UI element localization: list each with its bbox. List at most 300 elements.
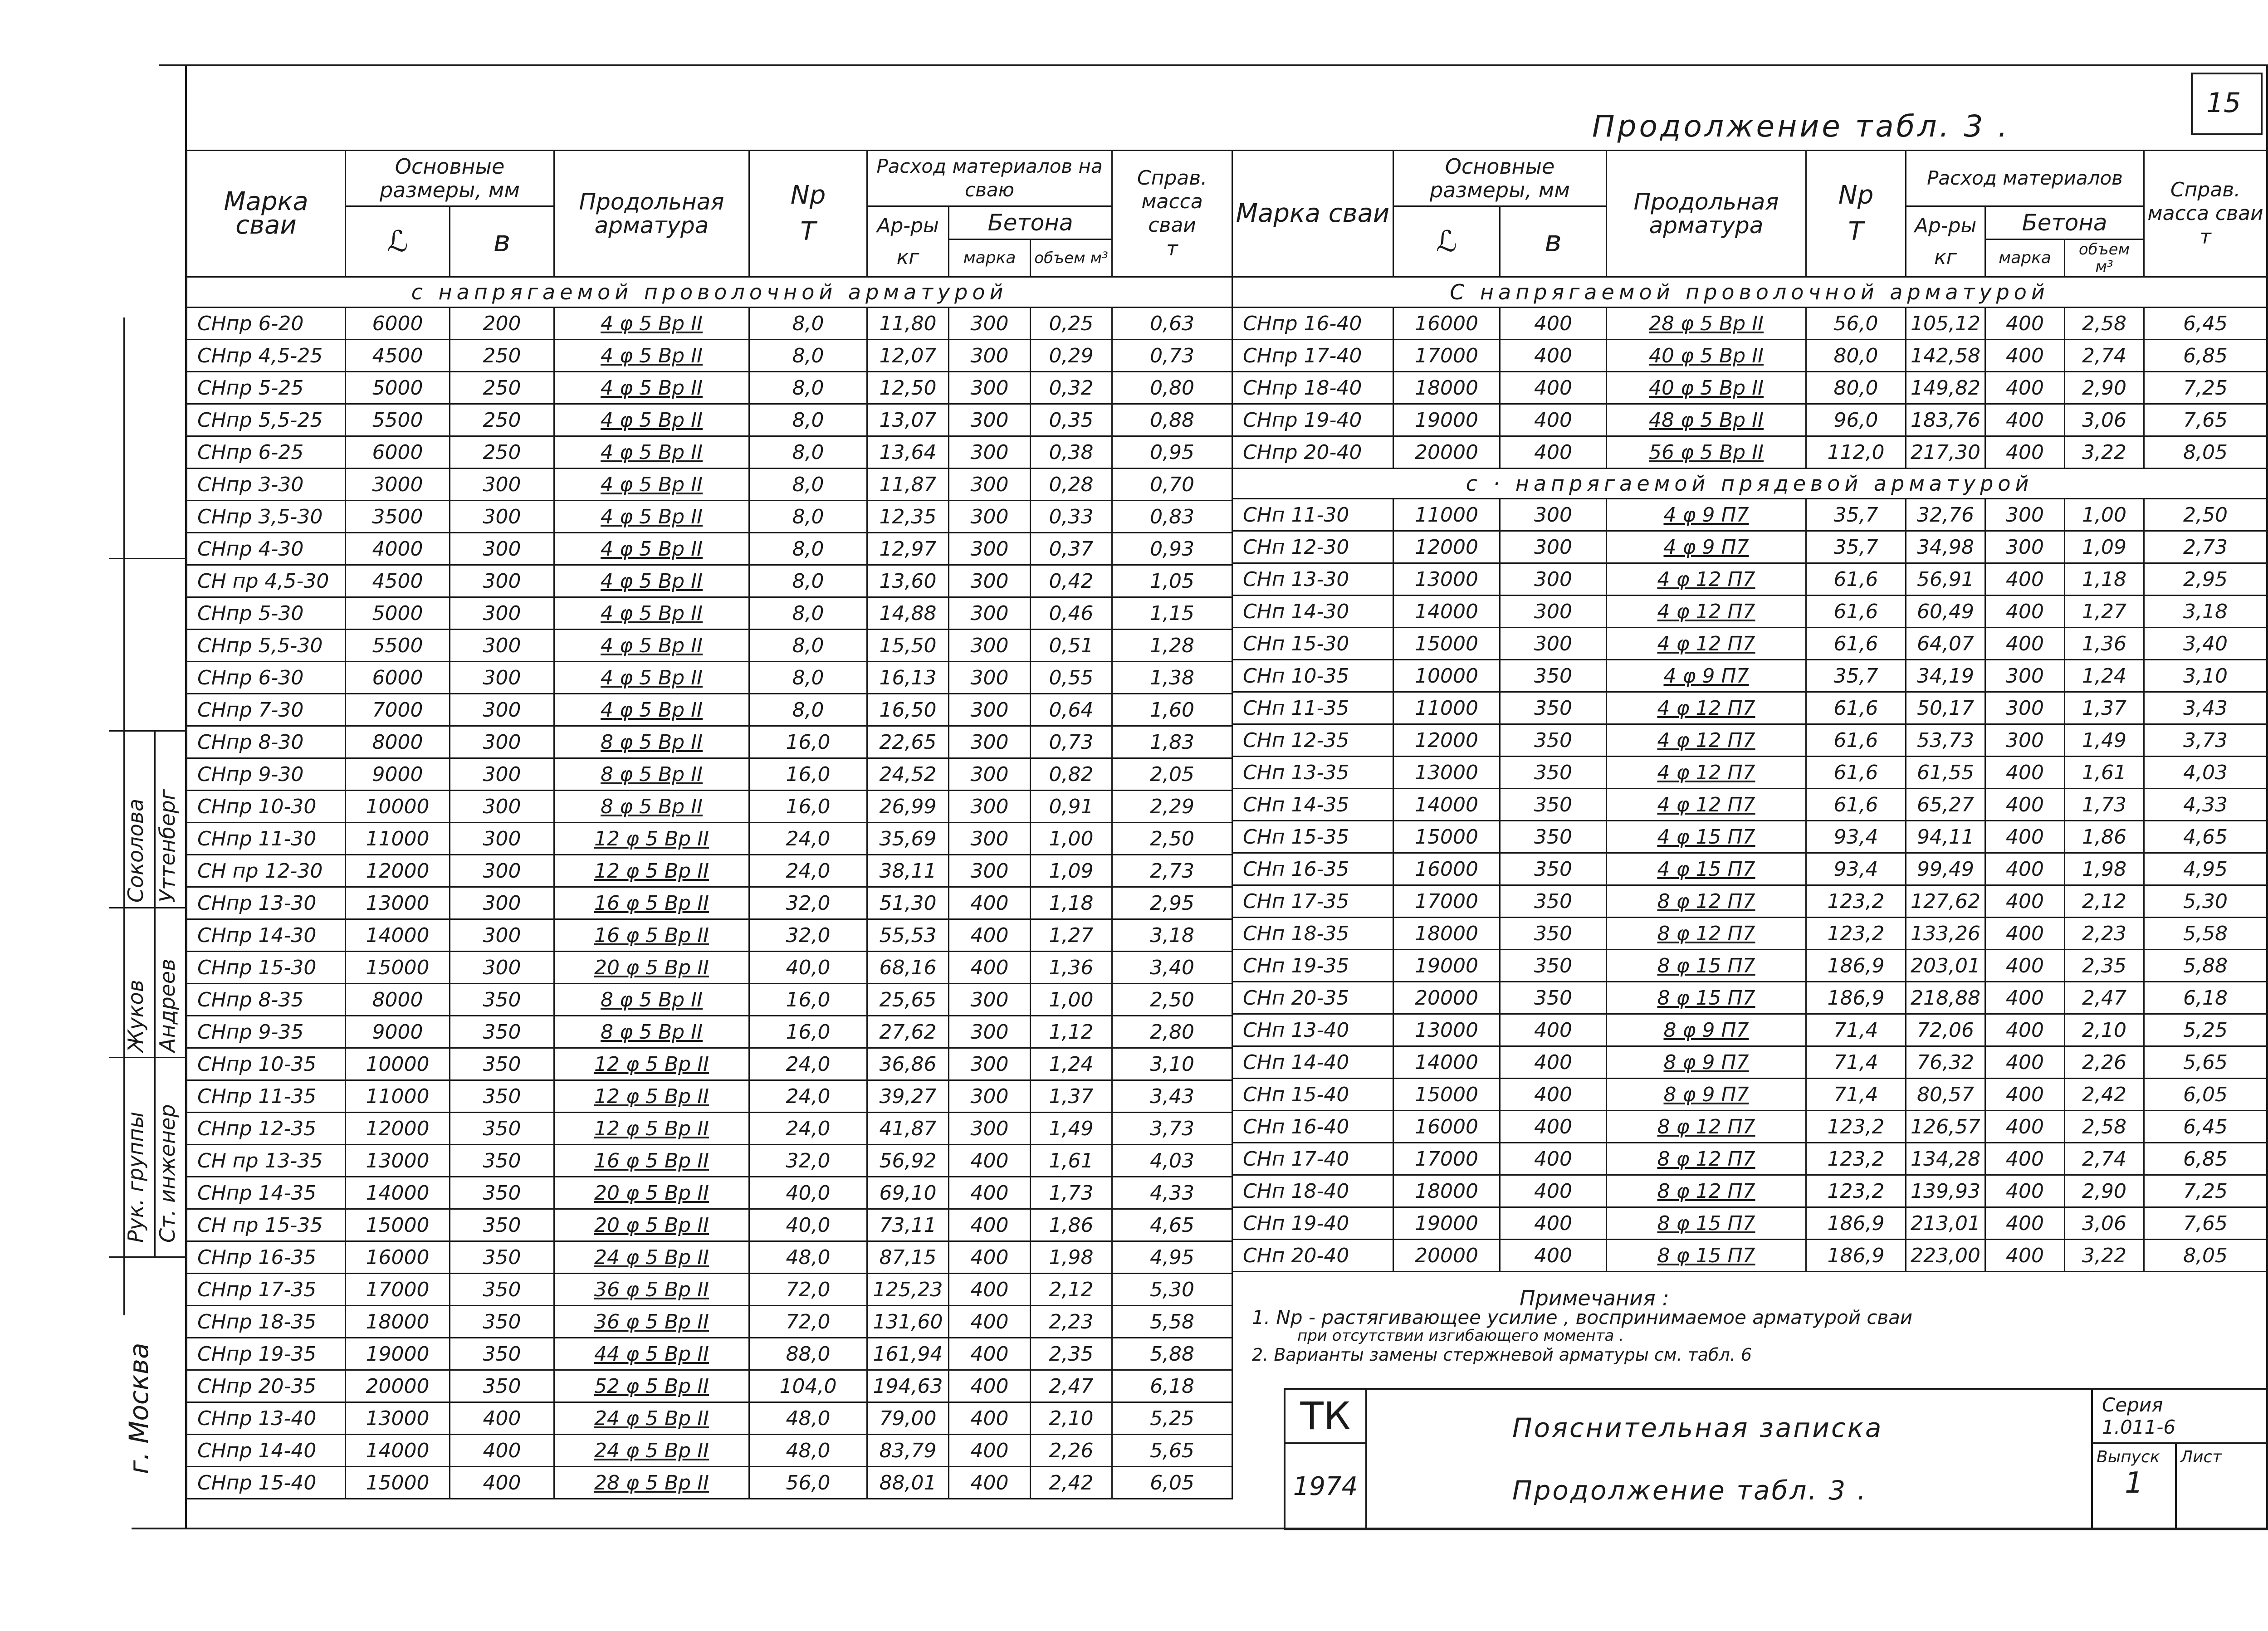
right2-row [1232, 1143, 2267, 1175]
right2-cell-volume: 2,12 [2065, 885, 2144, 918]
right2-cell-length: 15000 [1393, 821, 1500, 853]
left-cell-rebar: 12 φ 5 Вр II [554, 1080, 749, 1113]
right2-cell-mark: СНп 14-40 [1232, 1046, 1393, 1079]
left-cell-width: 300 [450, 726, 554, 758]
left-cell-rebar: 4 φ 5 Вр II [554, 533, 749, 565]
left-cell-np: 32,0 [749, 1145, 867, 1177]
left-cell-volume: 0,42 [1031, 565, 1112, 597]
left-cell-mark: СНпр 6-25 [187, 436, 346, 469]
right2-cell-mark: СНп 13-40 [1232, 1014, 1393, 1046]
left-cell-np: 104,0 [749, 1370, 867, 1402]
left-cell-mass: 5,58 [1112, 1306, 1232, 1338]
r-mass-unit: т [2200, 225, 2211, 249]
right2-cell-steel: 32,76 [1906, 499, 1985, 531]
year: 1974 [1285, 1443, 1366, 1529]
right2-cell-mass: 6,45 [2144, 1111, 2267, 1143]
right2-cell-width: 400 [1500, 1240, 1607, 1272]
right1-cell-length: 20000 [1393, 436, 1500, 469]
left-section-title: с напрягаемой проволочной арматурой [187, 277, 1232, 308]
right2-cell-length: 14000 [1393, 596, 1500, 628]
right-section1-title: С напрягаемой проволочной арматурой [1232, 277, 2267, 308]
right2-cell-mass: 3,73 [2144, 724, 2267, 757]
left-cell-volume: 1,73 [1031, 1177, 1112, 1209]
left-cell-length: 13000 [346, 887, 450, 919]
left-cell-np: 24,0 [749, 1048, 867, 1080]
left-cell-length: 4500 [346, 565, 450, 597]
left-cell-steel: 26,99 [867, 791, 949, 823]
mass-unit: т [1166, 237, 1178, 260]
left-cell-mark: СН пр 12-30 [187, 855, 346, 887]
r-np-unit: Т [1848, 217, 1864, 246]
left-cell-width: 350 [450, 1113, 554, 1145]
right1-cell-np: 112,0 [1806, 436, 1906, 469]
left-cell-steel: 24,52 [867, 758, 949, 791]
sheet-label: Лист [2180, 1448, 2222, 1466]
right2-cell-mass: 3,43 [2144, 692, 2267, 724]
left-cell-width: 300 [450, 597, 554, 630]
left-row [187, 533, 1232, 565]
right2-cell-grade: 400 [1985, 1111, 2065, 1143]
tk-logo: ТК [1285, 1389, 1366, 1443]
left-cell-length: 14000 [346, 1177, 450, 1209]
left-cell-mark: СНпр 5,5-25 [187, 404, 346, 436]
left-cell-length: 5000 [346, 597, 450, 630]
right2-cell-rebar: 8 φ 12 П7 [1607, 1143, 1806, 1175]
left-cell-grade: 300 [949, 1113, 1031, 1145]
right2-cell-mark: СНп 18-35 [1232, 918, 1393, 950]
left-cell-volume: 1,00 [1031, 984, 1112, 1016]
left-cell-volume: 1,09 [1031, 855, 1112, 887]
left-row [187, 726, 1232, 758]
left-cell-width: 350 [450, 1177, 554, 1209]
left-cell-mark: СНпр 15-40 [187, 1467, 346, 1499]
left-cell-grade: 300 [949, 436, 1031, 469]
left-cell-np: 40,0 [749, 1209, 867, 1241]
right2-cell-np: 61,6 [1806, 692, 1906, 724]
left-cell-mark: СНпр 11-30 [187, 823, 346, 855]
left-cell-width: 350 [450, 1338, 554, 1370]
r-col-mass-header [2144, 151, 2267, 277]
left-cell-width: 350 [450, 1306, 554, 1338]
right1-cell-rebar: 48 φ 5 Вр II [1607, 404, 1806, 436]
left-cell-length: 6000 [346, 436, 450, 469]
right2-cell-np: 186,9 [1806, 950, 1906, 982]
right1-cell-width: 400 [1500, 372, 1607, 404]
left-cell-mass: 0,63 [1112, 308, 1232, 340]
left-cell-grade: 300 [949, 984, 1031, 1016]
right2-cell-width: 300 [1500, 499, 1607, 531]
left-cell-length: 6000 [346, 662, 450, 694]
right2-cell-volume: 2,58 [2065, 1111, 2144, 1143]
left-cell-width: 350 [450, 1080, 554, 1113]
right2-cell-np: 186,9 [1806, 1207, 1906, 1240]
left-cell-np: 8,0 [749, 436, 867, 469]
right2-cell-np: 123,2 [1806, 1175, 1906, 1207]
left-cell-steel: 15,50 [867, 630, 949, 662]
right2-cell-steel: 94,11 [1906, 821, 1985, 853]
left-cell-np: 8,0 [749, 340, 867, 372]
left-cell-width: 250 [450, 436, 554, 469]
r-col-rebar-header: Продольная арматура [1607, 151, 1806, 277]
stamp-name-zhukov: Жуков [123, 980, 148, 1052]
left-cell-volume: 0,91 [1031, 791, 1112, 823]
right2-cell-grade: 400 [1985, 982, 2065, 1014]
right1-cell-grade: 400 [1985, 308, 2065, 340]
left-cell-length: 10000 [346, 791, 450, 823]
left-cell-np: 24,0 [749, 1080, 867, 1113]
left-cell-grade: 400 [949, 1209, 1031, 1241]
left-cell-steel: 25,65 [867, 984, 949, 1016]
right2-cell-volume: 2,10 [2065, 1014, 2144, 1046]
right1-cell-length: 18000 [1393, 372, 1500, 404]
right2-cell-length: 17000 [1393, 1143, 1500, 1175]
notes-line1b: при отсутствии изгибающего момента . [1297, 1327, 1624, 1345]
left-cell-length: 13000 [346, 1145, 450, 1177]
right2-cell-mark: СНп 14-30 [1232, 596, 1393, 628]
right2-row [1232, 1079, 2267, 1111]
left-cell-grade: 300 [949, 758, 1031, 791]
left-cell-grade: 300 [949, 1016, 1031, 1048]
right1-cell-np: 56,0 [1806, 308, 1906, 340]
issue-label: Выпуск [2097, 1448, 2160, 1466]
right2-cell-mass: 6,18 [2144, 982, 2267, 1014]
left-cell-length: 15000 [346, 952, 450, 984]
left-cell-mass: 2,73 [1112, 855, 1232, 887]
right2-cell-rebar: 4 φ 9 П7 [1607, 499, 1806, 531]
right2-cell-mass: 5,88 [2144, 950, 2267, 982]
left-cell-width: 350 [450, 1241, 554, 1274]
left-cell-rebar: 52 φ 5 Вр II [554, 1370, 749, 1402]
right1-cell-grade: 400 [1985, 372, 2065, 404]
left-cell-length: 8000 [346, 984, 450, 1016]
right1-cell-rebar: 56 φ 5 Вр II [1607, 436, 1806, 469]
right2-cell-volume: 1,73 [2065, 789, 2144, 821]
right2-cell-mark: СНп 14-35 [1232, 789, 1393, 821]
left-cell-np: 32,0 [749, 887, 867, 919]
left-cell-mass: 2,05 [1112, 758, 1232, 791]
right2-row [1232, 1111, 2267, 1143]
right2-cell-volume: 2,90 [2065, 1175, 2144, 1207]
right2-cell-volume: 1,00 [2065, 499, 2144, 531]
left-cell-width: 300 [450, 855, 554, 887]
right2-cell-width: 400 [1500, 1046, 1607, 1079]
left-cell-mass: 6,05 [1112, 1467, 1232, 1499]
right2-row [1232, 596, 2267, 628]
left-cell-volume: 0,46 [1031, 597, 1112, 630]
left-cell-length: 12000 [346, 1113, 450, 1145]
left-cell-length: 4500 [346, 340, 450, 372]
stamp-line-4 [109, 1057, 186, 1058]
right2-cell-rebar: 8 φ 9 П7 [1607, 1014, 1806, 1046]
right1-cell-mass: 7,65 [2144, 404, 2267, 436]
right2-cell-np: 71,4 [1806, 1046, 1906, 1079]
left-cell-mark: СНпр 7-30 [187, 694, 346, 726]
left-cell-width: 400 [450, 1467, 554, 1499]
stamp-name-uttenberg: Уттенберг [155, 789, 180, 903]
left-cell-grade: 300 [949, 694, 1031, 726]
left-table [186, 150, 1233, 1499]
left-cell-width: 250 [450, 340, 554, 372]
left-cell-np: 8,0 [749, 662, 867, 694]
right2-cell-length: 11000 [1393, 692, 1500, 724]
right2-row [1232, 692, 2267, 724]
left-cell-mark: СНпр 4,5-25 [187, 340, 346, 372]
left-row [187, 1338, 1232, 1370]
left-cell-grade: 300 [949, 791, 1031, 823]
mass-label: Справ. масса сваи [1137, 166, 1207, 237]
left-cell-rebar: 12 φ 5 Вр II [554, 1113, 749, 1145]
left-cell-steel: 36,86 [867, 1048, 949, 1080]
right2-cell-np: 186,9 [1806, 982, 1906, 1014]
left-cell-steel: 11,87 [867, 469, 949, 501]
right2-cell-rebar: 4 φ 12 П7 [1607, 628, 1806, 660]
right2-cell-steel: 60,49 [1906, 596, 1985, 628]
right1-cell-grade: 400 [1985, 340, 2065, 372]
r-col-concrete-header: Бетона [1985, 206, 2144, 239]
right2-cell-width: 350 [1500, 724, 1607, 757]
left-cell-grade: 300 [949, 372, 1031, 404]
left-cell-grade: 400 [949, 1467, 1031, 1499]
left-row [187, 340, 1232, 372]
right2-cell-mark: СНп 11-30 [1232, 499, 1393, 531]
left-cell-width: 350 [450, 1274, 554, 1306]
left-cell-steel: 14,88 [867, 597, 949, 630]
right2-cell-grade: 400 [1985, 853, 2065, 885]
left-row [187, 662, 1232, 694]
left-cell-grade: 300 [949, 533, 1031, 565]
left-cell-rebar: 4 φ 5 Вр II [554, 501, 749, 533]
left-row [187, 1435, 1232, 1467]
right2-cell-width: 350 [1500, 918, 1607, 950]
right1-cell-np: 96,0 [1806, 404, 1906, 436]
right2-cell-mark: СНп 19-35 [1232, 950, 1393, 982]
left-cell-mass: 3,10 [1112, 1048, 1232, 1080]
left-cell-grade: 300 [949, 308, 1031, 340]
right2-cell-volume: 1,24 [2065, 660, 2144, 692]
left-cell-rebar: 12 φ 5 Вр II [554, 823, 749, 855]
right2-cell-length: 16000 [1393, 853, 1500, 885]
left-cell-steel: 55,53 [867, 919, 949, 952]
left-cell-width: 300 [450, 791, 554, 823]
right2-cell-length: 20000 [1393, 1240, 1500, 1272]
right2-cell-width: 350 [1500, 950, 1607, 982]
left-cell-width: 300 [450, 758, 554, 791]
right2-row [1232, 563, 2267, 596]
left-cell-length: 12000 [346, 855, 450, 887]
left-cell-steel: 12,35 [867, 501, 949, 533]
left-cell-rebar: 12 φ 5 Вр II [554, 855, 749, 887]
right2-cell-np: 61,6 [1806, 789, 1906, 821]
right2-cell-rebar: 4 φ 12 П7 [1607, 757, 1806, 789]
left-cell-length: 5500 [346, 404, 450, 436]
left-cell-width: 300 [450, 952, 554, 984]
right1-cell-mass: 7,25 [2144, 372, 2267, 404]
left-row [187, 597, 1232, 630]
left-row [187, 1467, 1232, 1499]
right2-row [1232, 628, 2267, 660]
left-cell-mass: 3,40 [1112, 952, 1232, 984]
left-cell-grade: 300 [949, 597, 1031, 630]
left-cell-length: 17000 [346, 1274, 450, 1306]
left-cell-steel: 11,80 [867, 308, 949, 340]
right1-cell-mark: СНпр 20-40 [1232, 436, 1393, 469]
left-cell-np: 48,0 [749, 1435, 867, 1467]
left-cell-width: 400 [450, 1402, 554, 1435]
right2-cell-mark: СНп 15-30 [1232, 628, 1393, 660]
title-text: Пояснительная записка [1512, 1412, 1883, 1443]
left-cell-grade: 400 [949, 1241, 1031, 1274]
series-label: Серия [2102, 1394, 2163, 1416]
stamp-city: г. Москва [123, 1343, 154, 1474]
left-row [187, 1370, 1232, 1402]
r-mass-label: Справ. масса сваи [2147, 178, 2263, 225]
right1-cell-volume: 2,90 [2065, 372, 2144, 404]
right1-cell-rebar: 40 φ 5 Вр II [1607, 340, 1806, 372]
title-cell [1366, 1389, 2092, 1529]
left-cell-steel: 39,27 [867, 1080, 949, 1113]
right2-cell-volume: 2,35 [2065, 950, 2144, 982]
col-volume-header: объем м³ [1031, 239, 1112, 277]
left-cell-mark: СНпр 8-30 [187, 726, 346, 758]
right1-cell-width: 400 [1500, 404, 1607, 436]
left-cell-mass: 4,03 [1112, 1145, 1232, 1177]
left-cell-rebar: 24 φ 5 Вр II [554, 1435, 749, 1467]
left-cell-volume: 0,55 [1031, 662, 1112, 694]
left-cell-mass: 3,18 [1112, 919, 1232, 952]
right2-cell-mark: СНп 13-30 [1232, 563, 1393, 596]
left-row [187, 308, 1232, 340]
left-cell-steel: 194,63 [867, 1370, 949, 1402]
right2-cell-mass: 6,05 [2144, 1079, 2267, 1111]
left-cell-np: 8,0 [749, 501, 867, 533]
right2-cell-rebar: 8 φ 15 П7 [1607, 1207, 1806, 1240]
right2-cell-length: 18000 [1393, 1175, 1500, 1207]
left-cell-width: 400 [450, 1435, 554, 1467]
right2-cell-volume: 2,47 [2065, 982, 2144, 1014]
right2-cell-steel: 53,73 [1906, 724, 1985, 757]
right2-cell-width: 400 [1500, 1175, 1607, 1207]
right2-cell-length: 13000 [1393, 757, 1500, 789]
left-cell-mark: СНпр 14-35 [187, 1177, 346, 1209]
left-cell-np: 48,0 [749, 1402, 867, 1435]
right1-cell-mark: СНпр 16-40 [1232, 308, 1393, 340]
left-cell-steel: 13,60 [867, 565, 949, 597]
right2-cell-mass: 7,25 [2144, 1175, 2267, 1207]
right2-cell-mark: СНп 10-35 [1232, 660, 1393, 692]
left-row [187, 952, 1232, 984]
right2-cell-steel: 76,32 [1906, 1046, 1985, 1079]
right2-cell-mass: 5,58 [2144, 918, 2267, 950]
right2-cell-steel: 65,27 [1906, 789, 1985, 821]
right1-cell-mark: СНпр 17-40 [1232, 340, 1393, 372]
left-cell-grade: 400 [949, 1177, 1031, 1209]
left-cell-steel: 161,94 [867, 1338, 949, 1370]
left-cell-grade: 300 [949, 501, 1031, 533]
left-cell-rebar: 8 φ 5 Вр II [554, 1016, 749, 1048]
right2-cell-volume: 1,86 [2065, 821, 2144, 853]
right2-cell-np: 35,7 [1806, 499, 1906, 531]
r-col-steel-header [1906, 206, 1985, 277]
r-col-grade-header: марка [1985, 239, 2065, 277]
left-cell-mark: СНпр 13-30 [187, 887, 346, 919]
right2-cell-grade: 300 [1985, 660, 2065, 692]
stamp-name-sokolova: Соколова [123, 798, 148, 903]
right2-cell-mass: 3,18 [2144, 596, 2267, 628]
left-cell-width: 300 [450, 662, 554, 694]
right2-cell-volume: 1,27 [2065, 596, 2144, 628]
right2-cell-grade: 400 [1985, 1207, 2065, 1240]
left-cell-volume: 2,47 [1031, 1370, 1112, 1402]
right2-cell-width: 300 [1500, 531, 1607, 563]
left-row [187, 436, 1232, 469]
right2-cell-length: 15000 [1393, 628, 1500, 660]
right2-cell-rebar: 8 φ 15 П7 [1607, 982, 1806, 1014]
left-cell-volume: 1,37 [1031, 1080, 1112, 1113]
stamp-name-andreev: Андреев [155, 958, 180, 1052]
left-row [187, 1048, 1232, 1080]
right2-cell-mark: СНп 20-35 [1232, 982, 1393, 1014]
right2-cell-np: 71,4 [1806, 1079, 1906, 1111]
right2-cell-rebar: 4 φ 9 П7 [1607, 660, 1806, 692]
left-cell-np: 56,0 [749, 1467, 867, 1499]
left-cell-grade: 400 [949, 919, 1031, 952]
left-cell-volume: 1,49 [1031, 1113, 1112, 1145]
right2-cell-volume: 3,06 [2065, 1207, 2144, 1240]
left-cell-grade: 300 [949, 630, 1031, 662]
right2-cell-steel: 72,06 [1906, 1014, 1985, 1046]
left-cell-mass: 0,70 [1112, 469, 1232, 501]
left-cell-volume: 0,38 [1031, 436, 1112, 469]
left-cell-rebar: 4 φ 5 Вр II [554, 597, 749, 630]
right1-row [1232, 308, 2267, 340]
left-cell-width: 300 [450, 501, 554, 533]
right2-cell-grade: 400 [1985, 596, 2065, 628]
r-col-B-header: в [1500, 206, 1607, 277]
right2-cell-mark: СНп 18-40 [1232, 1175, 1393, 1207]
left-cell-mass: 3,43 [1112, 1080, 1232, 1113]
left-cell-steel: 56,92 [867, 1145, 949, 1177]
right2-cell-mark: СНп 12-35 [1232, 724, 1393, 757]
right2-cell-mark: СНп 11-35 [1232, 692, 1393, 724]
left-cell-mass: 0,95 [1112, 436, 1232, 469]
right2-cell-length: 14000 [1393, 789, 1500, 821]
right2-row [1232, 1175, 2267, 1207]
right1-row [1232, 340, 2267, 372]
left-cell-np: 8,0 [749, 308, 867, 340]
right2-cell-np: 93,4 [1806, 853, 1906, 885]
left-cell-mass: 1,15 [1112, 597, 1232, 630]
right2-cell-grade: 400 [1985, 628, 2065, 660]
right2-cell-width: 350 [1500, 982, 1607, 1014]
right2-cell-rebar: 8 φ 12 П7 [1607, 918, 1806, 950]
right2-cell-width: 350 [1500, 885, 1607, 918]
left-cell-grade: 400 [949, 1145, 1031, 1177]
left-cell-width: 350 [450, 1370, 554, 1402]
left-cell-volume: 0,28 [1031, 469, 1112, 501]
left-cell-np: 32,0 [749, 919, 867, 952]
left-cell-mark: СН пр 15-35 [187, 1209, 346, 1241]
left-cell-np: 16,0 [749, 1016, 867, 1048]
issue-value: 1 [2125, 1466, 2143, 1500]
left-row [187, 855, 1232, 887]
right2-cell-mass: 4,03 [2144, 757, 2267, 789]
right1-cell-np: 80,0 [1806, 372, 1906, 404]
left-cell-volume: 0,82 [1031, 758, 1112, 791]
left-cell-volume: 0,29 [1031, 340, 1112, 372]
right2-row [1232, 1207, 2267, 1240]
r-col-dims-header: Основные размеры, мм [1393, 151, 1607, 206]
left-cell-rebar: 16 φ 5 Вр II [554, 1145, 749, 1177]
